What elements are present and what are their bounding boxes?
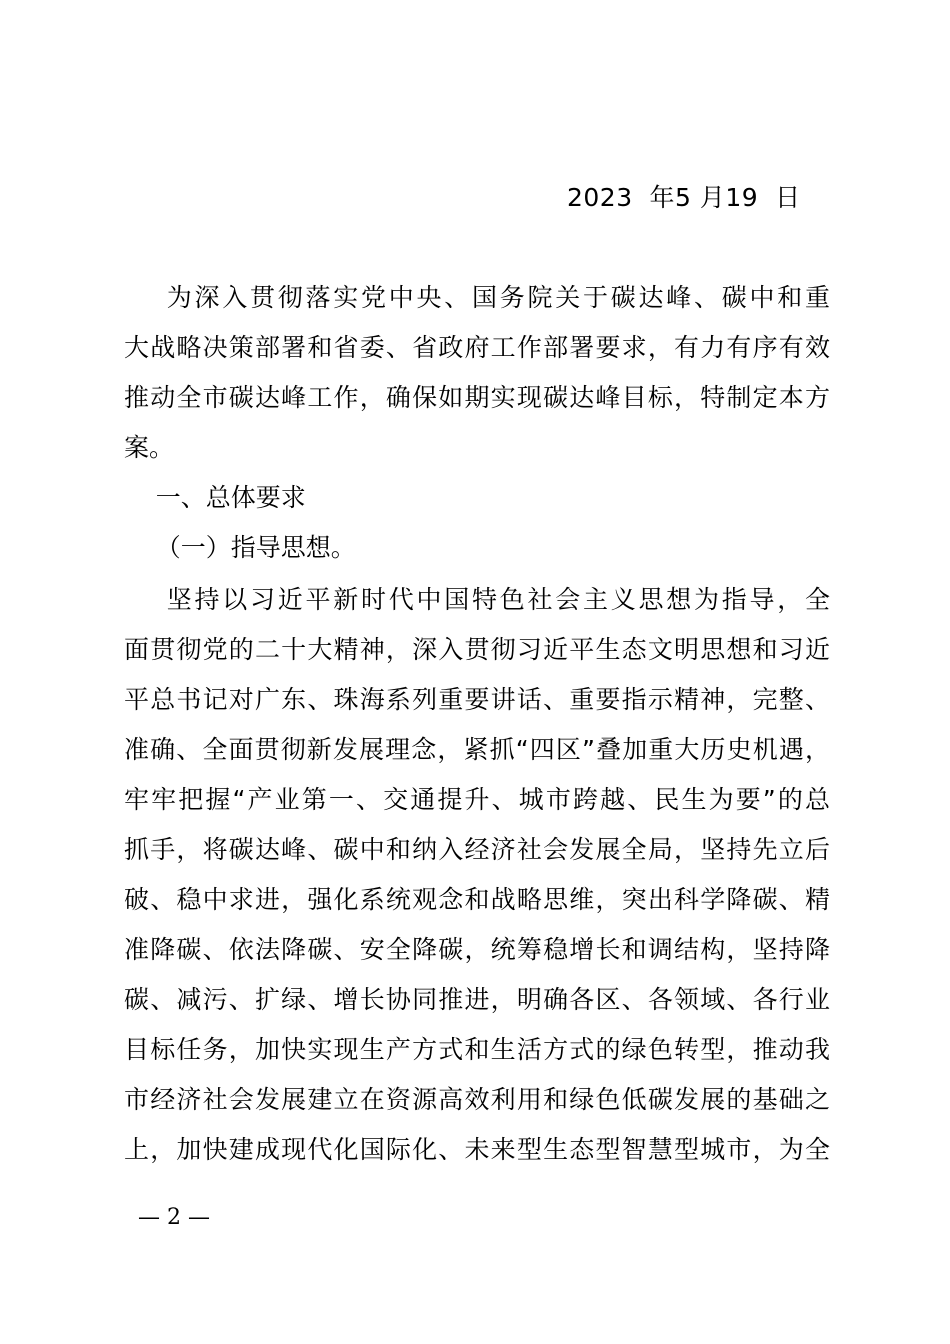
text-line: 大战略决策部署和省委、省政府工作部署要求，有力有序有效 xyxy=(124,333,830,362)
text-line: 准确、全面贯彻新发展理念，紧抓“四区”叠加重大历史机遇， xyxy=(124,735,830,764)
text-line: 为深入贯彻落实党中央、国务院关于碳达峰、碳中和重 xyxy=(124,283,830,312)
text-line: 面贯彻党的二十大精神，深入贯彻习近平生态文明思想和习近 xyxy=(124,635,830,664)
subsection-heading: （一）指导思想。 xyxy=(124,533,356,562)
text-line: 破、稳中求进，强化系统观念和战略思维，突出科学降碳、精 xyxy=(124,885,830,914)
text-line: 案。 xyxy=(124,433,175,462)
text-line: 推动全市碳达峰工作，确保如期实现碳达峰目标，特制定本方 xyxy=(124,383,830,412)
text-line: 牢牢把握“产业第一、交通提升、城市跨越、民生为要”的总 xyxy=(124,785,830,814)
text-line: 准降碳、依法降碳、安全降碳，统筹稳增长和调结构，坚持降 xyxy=(124,935,830,964)
text-line: 抓手，将碳达峰、碳中和纳入经济社会发展全局，坚持先立后 xyxy=(124,835,830,864)
text-line: 上，加快建成现代化国际化、未来型生态型智慧型城市，为全 xyxy=(124,1135,830,1164)
text-line: 坚持以习近平新时代中国特色社会主义思想为指导，全 xyxy=(124,585,830,614)
text-line: 平总书记对广东、珠海系列重要讲话、重要指示精神，完整、 xyxy=(124,685,830,714)
date-line: 2023 年5 月19 日 xyxy=(567,183,801,212)
text-line: 目标任务，加快实现生产方式和生活方式的绿色转型，推动我 xyxy=(124,1035,830,1064)
text-line: 市经济社会发展建立在资源高效利用和绿色低碳发展的基础之 xyxy=(124,1085,830,1114)
section-heading: 一、总体要求 xyxy=(124,483,306,512)
page-number: — 2 — xyxy=(138,1205,210,1230)
text-line: 碳、减污、扩绿、增长协同推进，明确各区、各领域、各行业 xyxy=(124,985,830,1014)
